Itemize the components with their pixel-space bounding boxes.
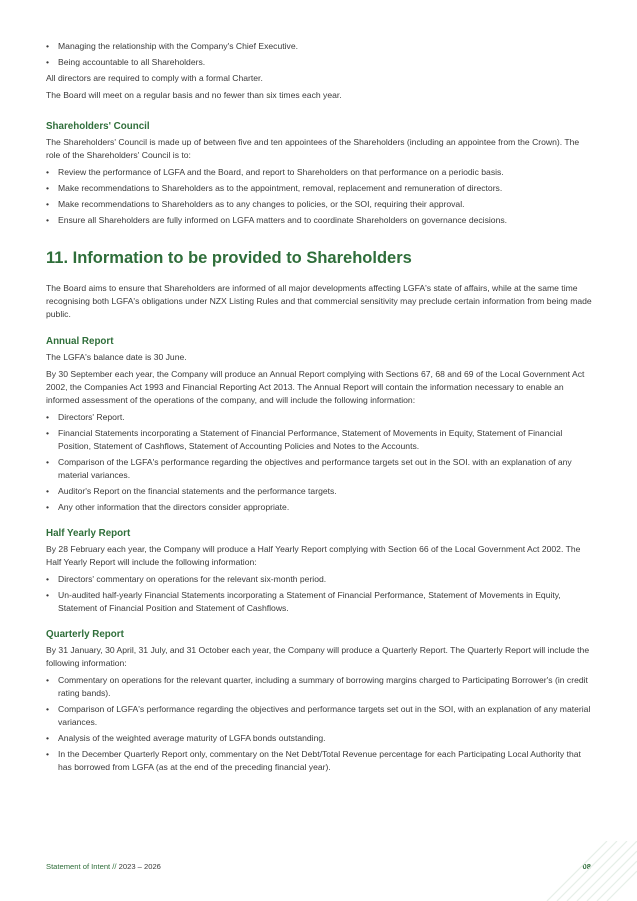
list-item: • Make recommendations to Shareholders as to the appointment, removal, replacement and remuneration of directors. <box>46 182 594 195</box>
section-title: 11. Information to be provided to Shareholders <box>46 249 412 267</box>
half-yearly-report-heading: Half Yearly Report <box>46 528 131 539</box>
paragraph: All directors are required to comply with a formal Charter. <box>46 73 263 83</box>
list-item: • Directors' Report. <box>46 411 594 424</box>
list-item: • Analysis of the weighted average maturity of LGFA bonds outstanding. <box>46 732 594 745</box>
page-content <box>46 40 594 777</box>
intro-bullet-list <box>46 40 594 69</box>
list-item: • Un-audited half-yearly Financial Statements incorporating a Statement of Financial Performance, Statement of Movements in Equity, Statement of Financial Position and Statement of Cashflows. <box>46 589 594 615</box>
council-bullet-list <box>46 166 594 227</box>
page-number: 08 <box>582 862 591 871</box>
paragraph: By 31 January, 30 April, 31 July, and 31 October each year, the Company will produce a Quarterly Report. The Quarterly Report will include the following information: <box>46 645 590 668</box>
list-item: • Ensure all Shareholders are fully informed on LGFA matters and to coordinate Shareholders on governance decisions. <box>46 214 594 227</box>
quarterly-report-heading: Quarterly Report <box>46 629 124 640</box>
list-item: • Comparison of LGFA's performance regarding the objectives and performance targets set out in the SOI, with an explanation of any material variances. <box>46 703 594 729</box>
list-item: • Comparison of the LGFA's performance regarding the objectives and performance targets set out in the SOI. with an explanation of any material variances. <box>46 456 594 482</box>
paragraph: By 28 February each year, the Company will produce a Half Yearly Report complying with Section 66 of the Local Government Act 2002. The Half Yearly Report will include the following information: <box>46 544 581 567</box>
list-item: • Being accountable to all Shareholders. <box>46 56 594 69</box>
list-item: • Auditor's Report on the financial statements and the performance targets. <box>46 485 594 498</box>
footer-document-title <box>46 862 161 872</box>
list-item: • Commentary on operations for the relevant quarter, including a summary of borrowing margins charged to Participating Borrower's (in credit rating bands). <box>46 674 594 700</box>
footer-years: 2023 – 2026 <box>118 862 161 871</box>
list-item: • Directors' commentary on operations for the relevant six-month period. <box>46 573 594 586</box>
list-item: • Any other information that the directors consider appropriate. <box>46 501 594 514</box>
list-item: • Financial Statements incorporating a Statement of Financial Performance, Statement of Movements in Equity, Statement of Financial Position, Statement of Cashflows, Statement of Accounting Policies and Notes to the Accounts. <box>46 427 594 453</box>
paragraph: The Board aims to ensure that Shareholders are informed of all major developments affecting LGFA's state of affairs, while at the same time recognising both LGFA's obligations under NZX Listing Rules and that commercial sensitivity may preclude certain information from being made public. <box>46 283 592 319</box>
quarterly-bullet-list <box>46 674 594 774</box>
list-item: • Managing the relationship with the Company's Chief Executive. <box>46 40 594 53</box>
paragraph: The LGFA's balance date is 30 June. <box>46 352 187 362</box>
paragraph: By 30 September each year, the Company will produce an Annual Report complying with Sections 67, 68 and 69 of the Local Government Act 2002, the Companies Act 1993 and Financial Reporting Act 2013. The Annual Report will contain the information necessary to enable an informed assessment of the operations of the company, and will include the following information: <box>46 369 585 405</box>
paragraph: The Board will meet on a regular basis and no fewer than six times each year. <box>46 90 342 100</box>
paragraph: The Shareholders' Council is made up of between five and ten appointees of the Shareholders (including an appointee from the Crown). The role of the Shareholders' Council is to: <box>46 137 580 160</box>
council-heading: Shareholders' Council <box>46 121 150 132</box>
annual-report-heading: Annual Report <box>46 336 114 347</box>
decorative-stripes-graphic <box>527 841 637 901</box>
half-yearly-bullet-list <box>46 573 594 615</box>
list-item: • In the December Quarterly Report only, commentary on the Net Debt/Total Revenue percentage for each Participating Local Authority that has borrowed from LGFA (as at the end of the preceding financial year). <box>46 748 594 774</box>
list-item: • Make recommendations to Shareholders as to any changes to policies, or the SOI, requiring their approval. <box>46 198 594 211</box>
footer-separator: // <box>112 862 117 871</box>
list-item: • Review the performance of LGFA and the Board, and report to Shareholders on that performance on a periodic basis. <box>46 166 594 179</box>
footer-title-text: Statement of Intent <box>46 862 111 871</box>
annual-bullet-list <box>46 411 594 514</box>
